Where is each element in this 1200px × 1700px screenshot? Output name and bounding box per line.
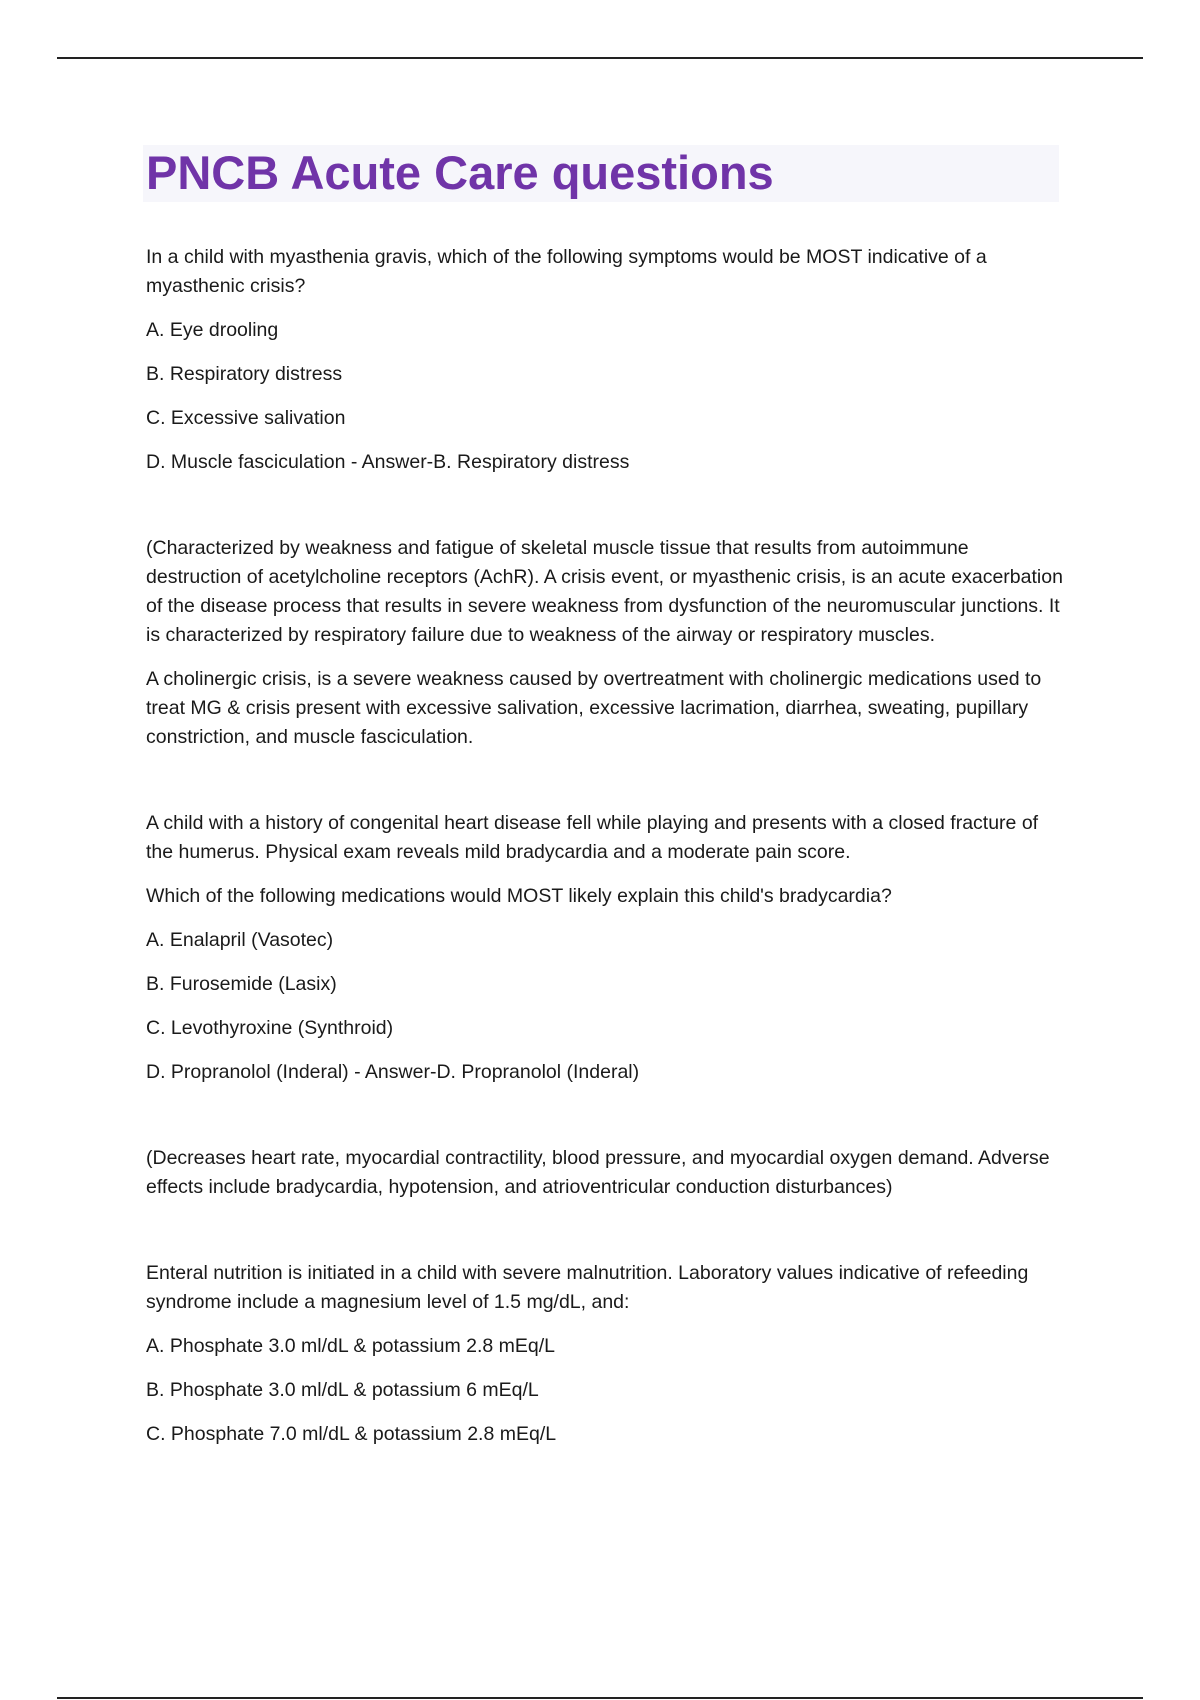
question-2-question: Which of the following medications would MOST likely explain this child's bradycardia? [146,885,892,907]
question-3-option-a: A. Phosphate 3.0 ml/dL & potassium 2.8 mEq/L [146,1335,556,1357]
question-3-stem: Enteral nutrition is initiated in a child with severe malnutrition. Laboratory values indicative of refeeding syndrome include a magnesium level of 1.5 mg/dL, and: [146,1262,1029,1313]
question-1-explanation-2: A cholinergic crisis, is a severe weakness caused by overtreatment with cholinergic medications used to treat MG & crisis present with excessive salivation, excessive lacrimation, diarrhea, sweating, pupillary constriction, and muscle fasciculation. [146,668,1042,748]
question-2-option-d-answer: D. Propranolol (Inderal) - Answer-D. Propranolol (Inderal) [146,1061,640,1083]
question-1-explanation-1: (Characterized by weakness and fatigue of skeletal muscle tissue that results from autoimmune destruction of acetylcholine receptors (AchR). A crisis event, or myasthenic crisis, is an acute exacerbation of the disease process that results in severe weakness from dysfunction of the neuromuscular junctions. It is characterized by respiratory failure due to weakness of the airway or respiratory muscles. [146,537,1063,646]
question-1-option-a: A. Eye drooling [146,319,279,341]
top-rule [57,57,1143,59]
question-3-option-b: B. Phosphate 3.0 ml/dL & potassium 6 mEq/L [146,1379,539,1401]
question-2-option-b: B. Furosemide (Lasix) [146,973,337,995]
document-title: PNCB Acute Care questions [146,146,774,199]
document-body [146,243,1066,1464]
question-2-option-c: C. Levothyroxine (Synthroid) [146,1017,394,1039]
question-1-stem: In a child with myasthenia gravis, which of the following symptoms would be MOST indicative of a myasthenic crisis? [146,246,987,297]
question-1-option-d-answer: D. Muscle fasciculation - Answer-B. Respiratory distress [146,451,630,473]
question-2-stem: A child with a history of congenital heart disease fell while playing and presents with a closed fracture of the humerus. Physical exam reveals mild bradycardia and a moderate pain score. [146,812,1039,863]
question-2-explanation: (Decreases heart rate, myocardial contractility, blood pressure, and myocardial oxygen demand. Adverse effects include bradycardia, hypotension, and atrioventricular conduction disturbances) [146,1147,1050,1198]
question-2-option-a: A. Enalapril (Vasotec) [146,929,334,951]
question-3-option-c: C. Phosphate 7.0 ml/dL & potassium 2.8 mEq/L [146,1423,557,1445]
question-1-option-b: B. Respiratory distress [146,363,343,385]
question-1-option-c: C. Excessive salivation [146,407,346,429]
bottom-rule [57,1697,1143,1699]
